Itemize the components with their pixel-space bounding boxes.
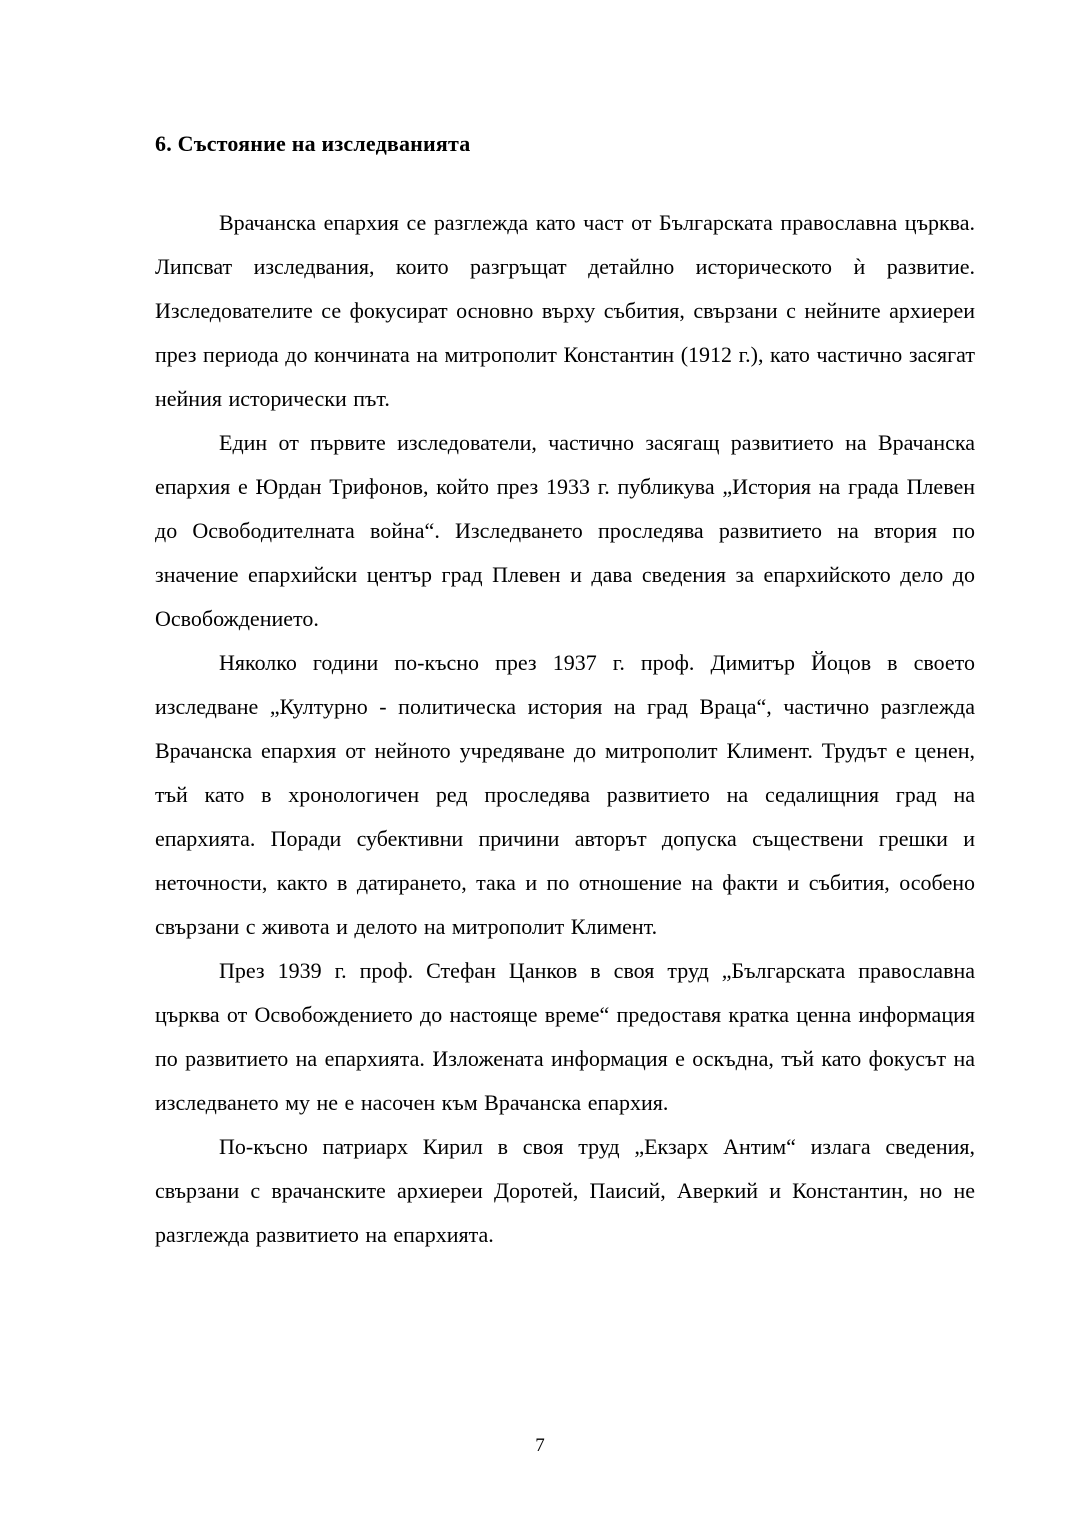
paragraph: Няколко години по-късно през 1937 г. проф. Димитър Йоцов в своето изследване „Културно - политическа история на град Враца“, частично разглежда Врачанска епархия от нейното учредяване до митрополит Климент. Трудът е ценен, тъй като в хронологичен ред проследява развитието на седалищния град на епархията. Поради субективни причини авторът допуска съществени грешки и неточности, както в датирането, така и по отношение на факти и събития, особено свързани с живота и делото на митрополит Климент. [155,650,975,939]
page-number: 7 [535,1435,545,1456]
section-heading: 6. Състояние на изследванията [155,131,471,156]
paragraph: По-късно патриарх Кирил в своя труд „Екзарх Антим“ излага сведения, свързани с врачанските архиереи Доротей, Паисий, Аверкий и Константин, но не разглежда развитието на епархията. [155,1134,975,1247]
paragraph: Врачанска епархия се разглежда като част от Българската православна църква. Липсват изследвания, които разгръщат детайлно историческото ѝ развитие. Изследователите се фокусират основно върху събития, свързани с нейните архиереи през периода до кончината на митрополит Константин (1912 г.), като частично засягат нейния исторически път. [155,210,975,411]
paragraph: Един от първите изследователи, частично засягащ развитието на Врачанска епархия е Юрдан Трифонов, който през 1933 г. публикува „История на града Плевен до Освободителната война“. Изследването проследява развитието на втория по значение епархийски център град Плевен и дава сведения за епархийското дело до Освобождението. [155,430,975,631]
paragraph: През 1939 г. проф. Стефан Цанков в своя труд „Българската православна църква от Освобождението до настояще време“ предоставя кратка ценна информация по развитието на епархията. Изложената информация е оскъдна, тъй като фокусът на изследването му не е насочен към Врачанска епархия. [155,958,975,1115]
body-text [155,201,975,1257]
